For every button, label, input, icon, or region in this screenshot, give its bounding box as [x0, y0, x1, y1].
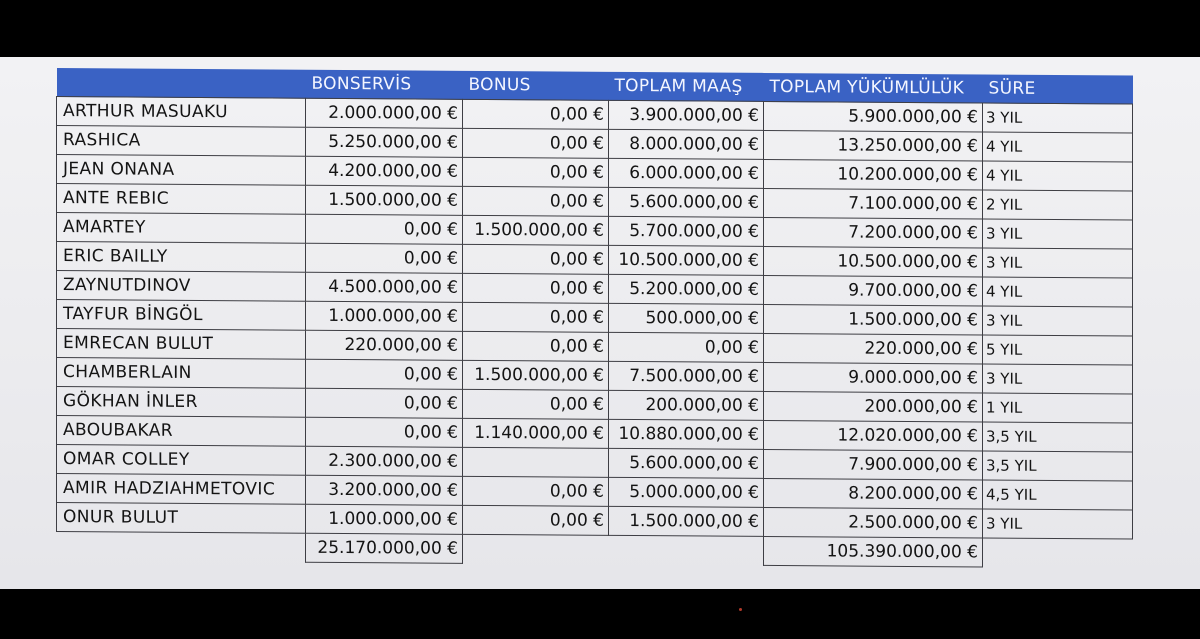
- toplam-yukumluluk-cell: 220.000,00 €: [764, 333, 983, 364]
- toplam-maas-cell: 10.500.000,00 €: [609, 245, 764, 275]
- red-speck: [739, 608, 742, 611]
- toplam-maas-cell: 5.200.000,00 €: [609, 274, 764, 304]
- bonus-cell: 0,00 €: [463, 476, 609, 506]
- bonservis-cell: 5.250.000,00 €: [306, 127, 463, 157]
- toplam-yukumluluk-cell: 1.500.000,00 €: [764, 304, 983, 335]
- toplam-maas-cell: 5.600.000,00 €: [609, 448, 764, 478]
- bonus-cell: 0,00 €: [463, 273, 609, 303]
- sure-cell: 4 YIL: [983, 132, 1133, 162]
- bonus-cell: 0,00 €: [463, 186, 609, 216]
- bonus-cell: 0,00 €: [463, 157, 609, 187]
- toplam-yukumluluk-cell: 9.700.000,00 €: [764, 275, 983, 306]
- player-name-cell: AMARTEY: [57, 213, 306, 244]
- bonservis-cell: 0,00 €: [306, 243, 463, 273]
- player-name-cell: ERIC BAILLY: [57, 242, 306, 273]
- total-toplam-yukumluluk: 105.390.000,00 €: [764, 536, 983, 567]
- toplam-maas-cell: 5.600.000,00 €: [609, 187, 764, 217]
- bonus-cell: 1.500.000,00 €: [463, 215, 609, 245]
- sure-cell: 3 YIL: [983, 219, 1133, 249]
- sure-cell: 4 YIL: [983, 161, 1133, 191]
- toplam-yukumluluk-cell: 7.200.000,00 €: [764, 217, 983, 248]
- bonservis-cell: 0,00 €: [306, 388, 463, 418]
- toplam-yukumluluk-cell: 9.000.000,00 €: [764, 362, 983, 393]
- total-bonservis: 25.170.000,00 €: [306, 533, 463, 563]
- header-bonservis: BONSERVİS: [306, 70, 463, 100]
- player-name-cell: JEAN ONANA: [57, 155, 306, 186]
- bonservis-cell: 0,00 €: [306, 417, 463, 447]
- bonus-cell: 0,00 €: [463, 302, 609, 332]
- bonus-cell: 1.140.000,00 €: [463, 418, 609, 448]
- toplam-maas-cell: 200.000,00 €: [609, 390, 764, 420]
- bonservis-cell: 1.500.000,00 €: [306, 185, 463, 215]
- sure-cell: 4,5 YIL: [983, 480, 1133, 510]
- table-body: [57, 97, 1133, 569]
- sure-cell: 1 YIL: [983, 393, 1133, 423]
- sure-cell: 3 YIL: [983, 364, 1133, 394]
- toplam-yukumluluk-cell: 10.200.000,00 €: [764, 159, 983, 190]
- toplam-maas-cell: 3.900.000,00 €: [609, 100, 764, 130]
- player-contracts-table: [56, 68, 1133, 569]
- bonservis-cell: 3.200.000,00 €: [306, 475, 463, 505]
- toplam-maas-cell: 0,00 €: [609, 332, 764, 362]
- bonus-cell: 0,00 €: [463, 99, 609, 129]
- bonservis-cell: 4.500.000,00 €: [306, 272, 463, 302]
- toplam-maas-cell: 5.000.000,00 €: [609, 477, 764, 507]
- toplam-yukumluluk-cell: 12.020.000,00 €: [764, 420, 983, 451]
- toplam-yukumluluk-cell: 200.000,00 €: [764, 391, 983, 422]
- bonus-cell: 0,00 €: [463, 505, 609, 535]
- bonus-cell: 0,00 €: [463, 128, 609, 158]
- toplam-yukumluluk-cell: 7.100.000,00 €: [764, 188, 983, 219]
- player-name-cell: ABOUBAKAR: [57, 416, 306, 447]
- totals-empty-cell: [57, 532, 306, 563]
- toplam-yukumluluk-cell: 13.250.000,00 €: [764, 130, 983, 161]
- bonus-cell: [463, 447, 609, 477]
- bonus-cell: 1.500.000,00 €: [463, 360, 609, 390]
- bonservis-cell: 220.000,00 €: [306, 330, 463, 360]
- sure-cell: 2 YIL: [983, 190, 1133, 220]
- player-name-cell: ARTHUR MASUAKU: [57, 97, 306, 128]
- player-name-cell: CHAMBERLAIN: [57, 358, 306, 389]
- totals-empty-cell: [463, 534, 609, 564]
- player-name-cell: EMRECAN BULUT: [57, 329, 306, 360]
- header-sure: SÜRE: [983, 74, 1133, 104]
- player-name-cell: GÖKHAN İNLER: [57, 387, 306, 418]
- sure-cell: 3,5 YIL: [983, 451, 1133, 481]
- toplam-maas-cell: 7.500.000,00 €: [609, 361, 764, 391]
- sure-cell: 3 YIL: [983, 103, 1133, 133]
- player-name-cell: OMAR COLLEY: [57, 445, 306, 476]
- toplam-yukumluluk-cell: 10.500.000,00 €: [764, 246, 983, 277]
- bonservis-cell: 2.000.000,00 €: [306, 98, 463, 128]
- toplam-yukumluluk-cell: 7.900.000,00 €: [764, 449, 983, 480]
- sure-cell: 4 YIL: [983, 277, 1133, 307]
- bonservis-cell: 2.300.000,00 €: [306, 446, 463, 476]
- header-toplam-maas: TOPLAM MAAŞ: [609, 72, 764, 102]
- player-name-cell: AMIR HADZIAHMETOVIC: [57, 474, 306, 505]
- player-name-cell: RASHICA: [57, 126, 306, 157]
- toplam-maas-cell: 500.000,00 €: [609, 303, 764, 333]
- player-name-cell: TAYFUR BİNGÖL: [57, 300, 306, 331]
- bonservis-cell: 4.200.000,00 €: [306, 156, 463, 186]
- totals-empty-cell: [609, 535, 764, 565]
- toplam-maas-cell: 1.500.000,00 €: [609, 506, 764, 536]
- toplam-yukumluluk-cell: 2.500.000,00 €: [764, 507, 983, 538]
- bonservis-cell: 0,00 €: [306, 214, 463, 244]
- sure-cell: 3,5 YIL: [983, 422, 1133, 452]
- sure-cell: 3 YIL: [983, 248, 1133, 278]
- toplam-yukumluluk-cell: 8.200.000,00 €: [764, 478, 983, 509]
- bonservis-cell: 1.000.000,00 €: [306, 301, 463, 331]
- player-name-cell: ONUR BULUT: [57, 503, 306, 534]
- bonservis-cell: 1.000.000,00 €: [306, 504, 463, 534]
- toplam-maas-cell: 10.880.000,00 €: [609, 419, 764, 449]
- player-name-cell: ZAYNUTDINOV: [57, 271, 306, 302]
- bonus-cell: 0,00 €: [463, 331, 609, 361]
- player-name-cell: ANTE REBIC: [57, 184, 306, 215]
- sure-cell: 5 YIL: [983, 335, 1133, 365]
- toplam-maas-cell: 6.000.000,00 €: [609, 158, 764, 188]
- sure-cell: 3 YIL: [983, 509, 1133, 539]
- header-toplam-yukumluluk: TOPLAM YÜKÜMLÜLÜK: [764, 73, 983, 103]
- toplam-yukumluluk-cell: 5.900.000,00 €: [764, 101, 983, 132]
- bonus-cell: 0,00 €: [463, 389, 609, 419]
- toplam-maas-cell: 8.000.000,00 €: [609, 129, 764, 159]
- header-bonus: BONUS: [463, 71, 609, 101]
- sure-cell: 3 YIL: [983, 306, 1133, 336]
- header-name-column: [57, 68, 306, 98]
- toplam-maas-cell: 5.700.000,00 €: [609, 216, 764, 246]
- bonus-cell: 0,00 €: [463, 244, 609, 274]
- totals-empty-cell: [983, 538, 1133, 568]
- bonservis-cell: 0,00 €: [306, 359, 463, 389]
